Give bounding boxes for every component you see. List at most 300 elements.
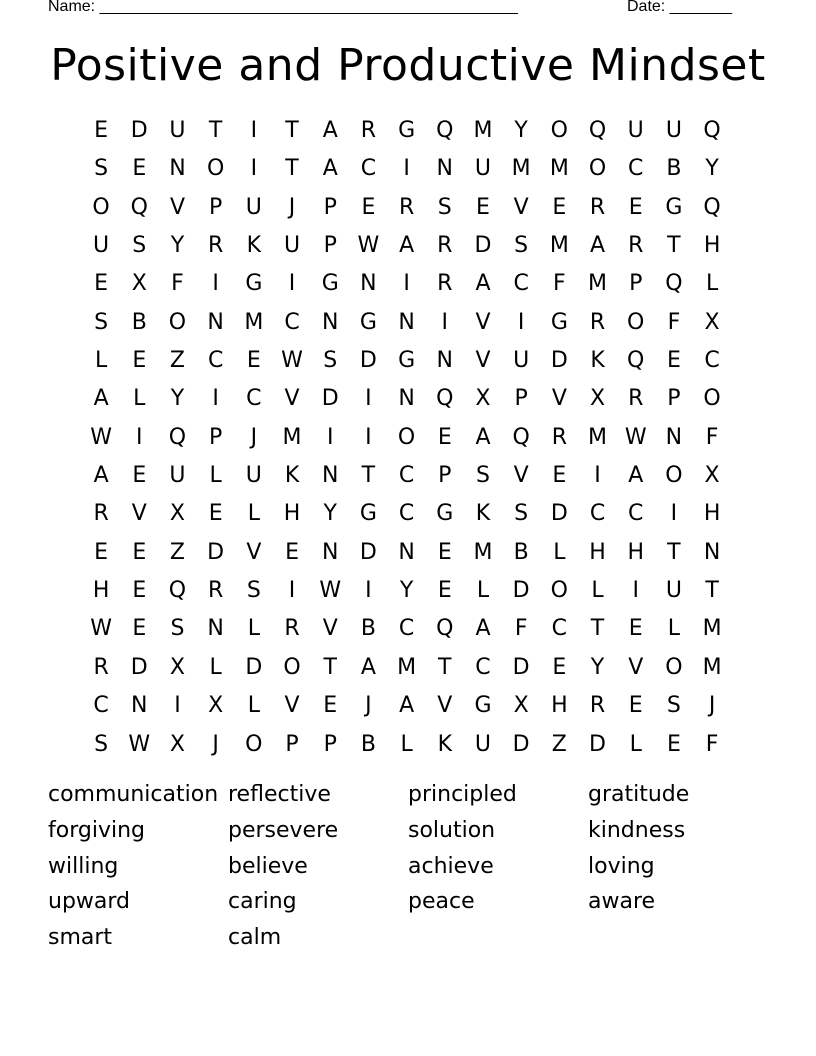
grid-letter[interactable]: F: [171, 271, 184, 297]
grid-letter[interactable]: N: [398, 309, 415, 335]
grid-letter[interactable]: X: [589, 386, 606, 412]
grid-letter[interactable]: Q: [436, 118, 454, 143]
grid-letter[interactable]: S: [514, 233, 529, 259]
grid-letter[interactable]: M: [511, 156, 531, 182]
grid-letter[interactable]: Y: [590, 654, 605, 680]
grid-letter[interactable]: G: [665, 194, 683, 220]
grid-letter[interactable]: C: [398, 616, 415, 642]
grid-letter[interactable]: U: [169, 118, 186, 143]
grid-letter[interactable]: S: [94, 156, 109, 182]
grid-letter[interactable]: I: [250, 118, 258, 143]
grid-letter[interactable]: T: [285, 156, 299, 182]
grid-letter[interactable]: N: [321, 463, 339, 489]
grid-letter[interactable]: K: [437, 731, 452, 757]
grid-letter[interactable]: U: [245, 463, 262, 489]
grid-letter[interactable]: E: [552, 654, 567, 680]
grid-letter[interactable]: E: [94, 118, 109, 143]
grid-letter[interactable]: E: [246, 348, 261, 374]
grid-letter[interactable]: D: [512, 731, 530, 757]
grid-letter[interactable]: E: [208, 501, 223, 527]
grid-letter[interactable]: O: [550, 118, 568, 143]
grid-letter[interactable]: E: [132, 539, 147, 565]
grid-letter[interactable]: U: [513, 348, 530, 374]
grid-letter[interactable]: T: [323, 654, 337, 680]
grid-letter[interactable]: O: [665, 654, 683, 680]
grid-letter[interactable]: O: [703, 386, 721, 412]
grid-letter[interactable]: H: [92, 578, 110, 604]
grid-letter[interactable]: L: [476, 578, 490, 604]
grid-letter[interactable]: U: [283, 233, 301, 259]
grid-letter[interactable]: Y: [323, 501, 337, 527]
grid-letter[interactable]: R: [589, 309, 606, 335]
grid-letter[interactable]: C: [398, 463, 415, 489]
grid-letter[interactable]: M: [702, 654, 722, 680]
grid-letter[interactable]: Q: [665, 271, 683, 297]
grid-letter[interactable]: Y: [170, 386, 185, 412]
grid-letter[interactable]: D: [589, 731, 606, 757]
grid-letter[interactable]: C: [284, 309, 300, 335]
grid-letter[interactable]: F: [705, 731, 719, 757]
grid-letter[interactable]: N: [703, 539, 721, 565]
grid-letter[interactable]: V: [513, 194, 529, 220]
grid-letter[interactable]: T: [667, 233, 681, 259]
grid-letter[interactable]: H: [703, 501, 721, 527]
grid-letter[interactable]: L: [553, 539, 566, 565]
grid-letter[interactable]: Q: [512, 424, 530, 450]
grid-letter[interactable]: C: [246, 386, 262, 412]
grid-letter[interactable]: N: [398, 386, 415, 412]
grid-letter[interactable]: Q: [627, 348, 645, 374]
grid-letter[interactable]: G: [245, 271, 263, 297]
grid-letter[interactable]: B: [131, 309, 147, 335]
date-field[interactable]: Date: _______: [627, 0, 732, 15]
grid-letter[interactable]: I: [594, 463, 601, 489]
grid-letter[interactable]: E: [666, 731, 681, 757]
grid-letter[interactable]: R: [437, 233, 453, 259]
grid-letter[interactable]: T: [208, 118, 223, 143]
grid-letter[interactable]: E: [132, 348, 147, 374]
grid-letter[interactable]: E: [323, 693, 338, 719]
grid-letter[interactable]: P: [209, 424, 223, 450]
grid-letter[interactable]: S: [666, 693, 681, 719]
grid-letter[interactable]: I: [250, 156, 258, 182]
grid-letter[interactable]: D: [359, 539, 377, 565]
grid-letter[interactable]: S: [514, 501, 529, 527]
grid-letter[interactable]: E: [132, 463, 147, 489]
grid-letter[interactable]: L: [400, 731, 413, 757]
grid-letter[interactable]: G: [398, 348, 416, 374]
grid-letter[interactable]: Q: [436, 616, 454, 642]
grid-letter[interactable]: I: [212, 386, 219, 412]
grid-letter[interactable]: C: [93, 693, 109, 719]
grid-letter[interactable]: S: [94, 309, 109, 335]
grid-letter[interactable]: N: [398, 539, 415, 565]
grid-letter[interactable]: O: [665, 463, 683, 489]
grid-letter[interactable]: U: [245, 194, 262, 220]
grid-letter[interactable]: V: [246, 539, 262, 565]
grid-letter[interactable]: A: [399, 233, 415, 259]
grid-letter[interactable]: I: [288, 271, 296, 297]
grid-letter[interactable]: S: [94, 731, 109, 757]
header: [48, 0, 748, 18]
grid-letter[interactable]: V: [322, 616, 338, 642]
grid-letter[interactable]: C: [398, 501, 415, 527]
grid-letter[interactable]: V: [169, 194, 185, 220]
grid-letter[interactable]: V: [628, 654, 644, 680]
grid-letter[interactable]: I: [441, 309, 449, 335]
grid-letter[interactable]: O: [283, 654, 301, 680]
grid-letter[interactable]: S: [475, 463, 490, 489]
grid-letter[interactable]: N: [665, 424, 683, 450]
grid-letter[interactable]: H: [627, 539, 644, 565]
grid-letter[interactable]: E: [94, 271, 109, 297]
grid-letter[interactable]: J: [365, 693, 372, 719]
grid-letter[interactable]: I: [174, 693, 181, 719]
grid-letter[interactable]: M: [244, 309, 264, 335]
grid-letter[interactable]: G: [359, 501, 377, 527]
grid-letter[interactable]: O: [588, 156, 607, 182]
grid-letter[interactable]: K: [246, 233, 262, 259]
grid-letter[interactable]: W: [128, 731, 151, 757]
grid-letter[interactable]: K: [475, 501, 491, 527]
grid-letter[interactable]: E: [132, 616, 147, 642]
grid-letter[interactable]: R: [628, 233, 644, 259]
grid-letter[interactable]: Y: [705, 156, 719, 182]
grid-letter[interactable]: U: [93, 233, 110, 259]
grid-letter[interactable]: Y: [170, 233, 185, 259]
grid-letter[interactable]: M: [588, 271, 608, 297]
grid-letter[interactable]: C: [704, 348, 720, 374]
grid-letter[interactable]: P: [629, 271, 643, 297]
grid-letter[interactable]: W: [624, 424, 647, 450]
grid-letter[interactable]: Q: [130, 194, 148, 220]
grid-letter[interactable]: C: [360, 156, 377, 182]
grid-letter[interactable]: E: [628, 194, 643, 220]
grid-letter[interactable]: I: [326, 424, 334, 450]
grid-letter[interactable]: E: [132, 156, 147, 182]
grid-letter[interactable]: P: [514, 386, 528, 412]
grid-letter[interactable]: P: [209, 194, 223, 220]
grid-letter[interactable]: P: [285, 731, 299, 757]
grid-letter[interactable]: Y: [399, 578, 414, 604]
grid-letter[interactable]: W: [90, 424, 112, 450]
grid-letter[interactable]: L: [667, 616, 681, 642]
grid-letter[interactable]: A: [590, 233, 606, 259]
grid-letter[interactable]: E: [666, 348, 681, 374]
word-list-item: believe: [228, 853, 308, 879]
grid-letter[interactable]: X: [169, 654, 185, 680]
grid-letter[interactable]: P: [323, 194, 337, 220]
grid-letter[interactable]: R: [437, 271, 453, 297]
grid-letter[interactable]: I: [136, 424, 143, 450]
grid-letter[interactable]: R: [360, 118, 377, 143]
grid-letter[interactable]: R: [93, 501, 109, 527]
grid-letter[interactable]: L: [591, 578, 604, 604]
grid-letter[interactable]: A: [322, 156, 338, 182]
grid-letter[interactable]: L: [209, 463, 222, 489]
grid-letter[interactable]: K: [284, 463, 300, 489]
grid-letter[interactable]: I: [288, 578, 296, 604]
grid-letter[interactable]: I: [632, 578, 639, 604]
grid-letter[interactable]: Q: [168, 578, 187, 604]
grid-letter[interactable]: A: [360, 654, 376, 680]
grid-letter[interactable]: B: [513, 539, 529, 565]
grid-letter[interactable]: E: [94, 539, 109, 565]
grid-letter[interactable]: F: [514, 616, 528, 642]
grid-letter[interactable]: E: [285, 539, 299, 565]
grid-letter[interactable]: I: [403, 156, 410, 182]
grid-letter[interactable]: A: [322, 118, 338, 143]
grid-letter[interactable]: D: [550, 501, 568, 527]
grid-letter[interactable]: Q: [436, 386, 454, 412]
grid-letter[interactable]: I: [517, 309, 525, 335]
word-list-item: loving: [588, 853, 655, 879]
grid-letter[interactable]: I: [365, 386, 372, 412]
word-list-item: smart: [48, 925, 113, 951]
grid-letter[interactable]: R: [628, 386, 644, 412]
grid-letter[interactable]: O: [397, 424, 416, 450]
grid-letter[interactable]: D: [130, 118, 148, 143]
grid-letter[interactable]: K: [590, 348, 605, 374]
grid-letter[interactable]: U: [665, 578, 682, 604]
grid-letter[interactable]: H: [589, 539, 606, 565]
grid-letter[interactable]: Q: [703, 194, 721, 220]
grid-letter[interactable]: R: [589, 194, 606, 220]
grid-letter[interactable]: M: [282, 424, 302, 450]
grid-letter[interactable]: Y: [514, 118, 528, 143]
grid-letter[interactable]: G: [359, 309, 377, 335]
grid-letter[interactable]: U: [627, 118, 644, 143]
grid-letter[interactable]: V: [284, 386, 300, 412]
grid-letter[interactable]: V: [284, 693, 300, 719]
grid-letter[interactable]: M: [397, 654, 417, 680]
grid-letter[interactable]: D: [550, 348, 568, 374]
grid-letter[interactable]: N: [207, 616, 224, 642]
grid-letter[interactable]: I: [365, 424, 372, 450]
grid-letter[interactable]: F: [553, 271, 566, 297]
grid-letter[interactable]: F: [667, 309, 681, 335]
grid-letter[interactable]: W: [357, 233, 380, 259]
grid-letter[interactable]: X: [169, 731, 185, 757]
grid-letter[interactable]: L: [247, 693, 260, 719]
grid-letter[interactable]: V: [131, 501, 147, 527]
grid-letter[interactable]: L: [247, 616, 260, 642]
grid-letter[interactable]: W: [281, 348, 303, 374]
grid-letter[interactable]: X: [704, 463, 720, 489]
grid-letter[interactable]: V: [551, 386, 567, 412]
grid-letter[interactable]: G: [398, 118, 416, 143]
grid-letter[interactable]: N: [436, 156, 454, 182]
grid-letter[interactable]: Q: [703, 118, 721, 143]
grid-letter[interactable]: F: [705, 424, 719, 450]
grid-letter[interactable]: R: [589, 693, 606, 719]
grid-letter[interactable]: C: [589, 501, 606, 527]
grid-letter[interactable]: T: [705, 578, 719, 604]
grid-letter[interactable]: L: [133, 386, 146, 412]
grid-letter[interactable]: E: [476, 194, 490, 220]
grid-letter[interactable]: J: [250, 424, 258, 450]
grid-letter[interactable]: O: [245, 731, 263, 757]
grid-letter[interactable]: R: [398, 194, 415, 220]
grid-letter[interactable]: L: [705, 271, 719, 297]
grid-letter[interactable]: I: [212, 271, 219, 297]
grid-letter[interactable]: X: [208, 693, 224, 719]
grid-letter[interactable]: W: [90, 616, 112, 642]
grid-letter[interactable]: H: [551, 693, 568, 719]
grid-letter[interactable]: P: [323, 233, 337, 259]
grid-letter[interactable]: E: [361, 194, 376, 220]
grid-letter[interactable]: Q: [168, 424, 187, 450]
page-title: Positive and Productive Mindset: [50, 40, 766, 91]
grid-letter[interactable]: B: [666, 156, 682, 182]
grid-letter[interactable]: L: [209, 654, 222, 680]
grid-letter[interactable]: Z: [169, 348, 185, 374]
grid-letter[interactable]: B: [360, 731, 376, 757]
grid-letter[interactable]: O: [206, 156, 225, 182]
name-field[interactable]: Name: _______________________________________________: [48, 0, 518, 15]
grid-letter[interactable]: U: [169, 463, 186, 489]
grid-letter[interactable]: C: [207, 348, 224, 374]
grid-letter[interactable]: S: [170, 616, 185, 642]
grid-letter[interactable]: G: [321, 271, 339, 297]
grid-letter[interactable]: X: [704, 309, 720, 335]
grid-letter[interactable]: L: [94, 348, 108, 374]
grid-letter[interactable]: M: [473, 539, 493, 565]
grid-letter[interactable]: S: [437, 194, 452, 220]
grid-letter[interactable]: M: [588, 424, 608, 450]
grid-letter[interactable]: O: [92, 194, 110, 220]
grid-letter[interactable]: C: [513, 271, 529, 297]
word-list-item: willing: [48, 853, 119, 879]
grid-letter[interactable]: L: [247, 501, 260, 527]
grid-letter[interactable]: D: [359, 348, 377, 374]
grid-letter[interactable]: Z: [169, 539, 185, 565]
grid-letter[interactable]: D: [207, 539, 225, 565]
grid-letter[interactable]: A: [93, 386, 109, 412]
grid-letter[interactable]: A: [399, 693, 415, 719]
grid-letter[interactable]: S: [246, 578, 261, 604]
grid-letter[interactable]: X: [131, 271, 147, 297]
grid-letter[interactable]: U: [474, 731, 492, 757]
grid-letter[interactable]: E: [132, 578, 147, 604]
grid-letter[interactable]: G: [550, 309, 568, 335]
grid-letter[interactable]: A: [475, 424, 491, 450]
grid-letter[interactable]: T: [285, 118, 299, 143]
grid-letter[interactable]: Z: [551, 731, 567, 757]
grid-letter[interactable]: T: [361, 463, 376, 489]
grid-letter[interactable]: O: [627, 309, 645, 335]
grid-letter[interactable]: V: [437, 693, 453, 719]
grid-letter[interactable]: U: [665, 118, 682, 143]
grid-letter[interactable]: L: [629, 731, 642, 757]
grid-letter[interactable]: I: [403, 271, 410, 297]
word-list-item: persevere: [228, 817, 339, 843]
grid-letter[interactable]: J: [288, 194, 296, 220]
grid-letter[interactable]: E: [628, 693, 643, 719]
grid-letter[interactable]: R: [93, 654, 109, 680]
grid-letter[interactable]: E: [628, 616, 643, 642]
grid-letter[interactable]: Q: [588, 118, 607, 143]
grid-letter[interactable]: D: [512, 654, 530, 680]
grid-letter[interactable]: D: [474, 233, 492, 259]
grid-letter[interactable]: H: [283, 501, 301, 527]
grid-letter[interactable]: O: [550, 578, 568, 604]
grid-letter[interactable]: M: [702, 616, 722, 642]
grid-letter[interactable]: P: [667, 386, 681, 412]
grid-letter[interactable]: N: [321, 539, 339, 565]
grid-letter[interactable]: B: [360, 616, 376, 642]
grid-letter[interactable]: C: [628, 501, 644, 527]
grid-letter[interactable]: M: [549, 233, 569, 259]
grid-letter[interactable]: P: [323, 731, 337, 757]
grid-letter[interactable]: N: [207, 309, 224, 335]
grid-letter[interactable]: C: [475, 654, 491, 680]
grid-letter[interactable]: N: [169, 156, 186, 182]
grid-letter[interactable]: V: [475, 348, 491, 374]
grid-letter[interactable]: D: [512, 578, 530, 604]
grid-letter[interactable]: I: [670, 501, 678, 527]
grid-letter[interactable]: R: [551, 424, 567, 450]
grid-letter[interactable]: A: [475, 616, 491, 642]
grid-letter[interactable]: I: [365, 578, 372, 604]
grid-letter[interactable]: V: [513, 463, 529, 489]
grid-letter[interactable]: X: [513, 693, 529, 719]
grid-letter[interactable]: C: [551, 616, 568, 642]
grid-letter[interactable]: N: [131, 693, 148, 719]
grid-letter[interactable]: J: [212, 731, 219, 757]
grid-letter[interactable]: P: [438, 463, 452, 489]
grid-letter[interactable]: A: [628, 463, 644, 489]
grid-letter[interactable]: V: [475, 309, 491, 335]
grid-letter[interactable]: T: [667, 539, 681, 565]
grid-letter[interactable]: X: [169, 501, 185, 527]
grid-letter[interactable]: M: [549, 156, 569, 182]
grid-letter[interactable]: N: [321, 309, 339, 335]
grid-letter[interactable]: A: [93, 463, 109, 489]
grid-letter[interactable]: R: [284, 616, 300, 642]
grid-letter[interactable]: E: [437, 578, 452, 604]
grid-letter[interactable]: T: [438, 654, 452, 680]
grid-letter[interactable]: G: [436, 501, 454, 527]
grid-letter[interactable]: O: [168, 309, 187, 335]
grid-letter[interactable]: E: [552, 194, 567, 220]
grid-letter[interactable]: R: [208, 578, 224, 604]
grid-letter[interactable]: U: [474, 156, 492, 182]
grid-letter[interactable]: A: [475, 271, 491, 297]
grid-letter[interactable]: N: [360, 271, 377, 297]
grid-letter[interactable]: H: [703, 233, 721, 259]
grid-letter[interactable]: G: [474, 693, 492, 719]
grid-letter[interactable]: T: [590, 616, 605, 642]
grid-letter[interactable]: R: [208, 233, 224, 259]
word-list-item: caring: [228, 889, 297, 915]
grid-letter[interactable]: W: [319, 578, 342, 604]
grid-letter[interactable]: S: [132, 233, 147, 259]
grid-letter[interactable]: E: [437, 539, 452, 565]
grid-letter[interactable]: S: [323, 348, 338, 374]
grid-letter[interactable]: M: [473, 118, 493, 143]
grid-letter[interactable]: E: [437, 424, 452, 450]
grid-letter[interactable]: D: [245, 654, 263, 680]
word-search-grid: [82, 112, 731, 764]
grid-letter[interactable]: D: [130, 654, 148, 680]
grid-letter[interactable]: E: [552, 463, 567, 489]
grid-letter[interactable]: C: [628, 156, 644, 182]
grid-letter[interactable]: D: [321, 386, 339, 412]
grid-letter[interactable]: J: [708, 693, 716, 719]
grid-letter[interactable]: X: [475, 386, 491, 412]
grid-letter[interactable]: N: [436, 348, 454, 374]
